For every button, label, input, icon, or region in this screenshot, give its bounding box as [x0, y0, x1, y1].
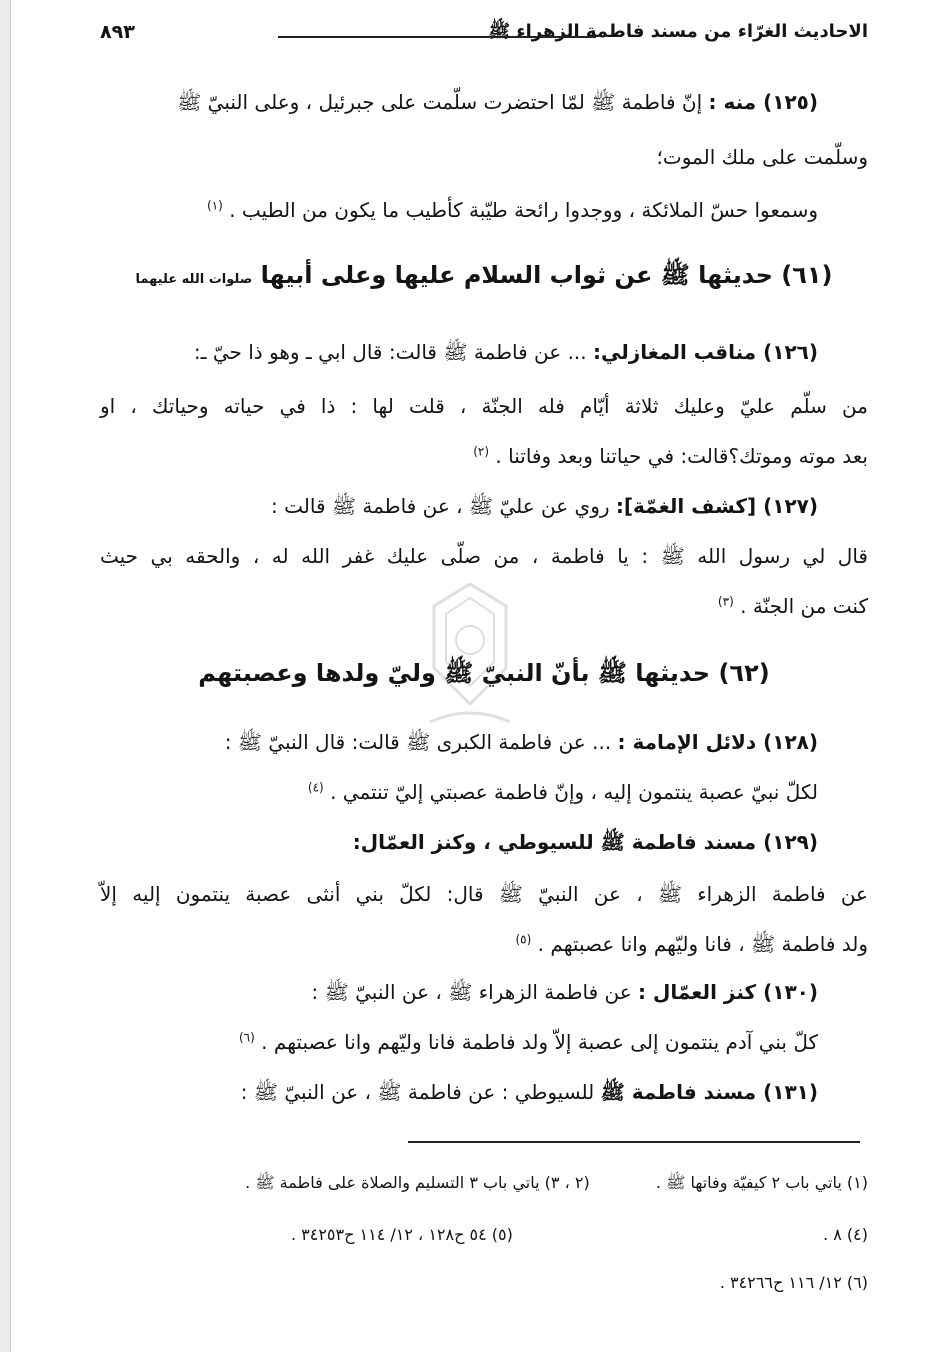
footnote-ref-6: (٦) — [238, 1030, 255, 1045]
hadith-131-source: (١٣١) مسند فاطمة ﷺ — [600, 1080, 818, 1104]
running-title: الاحاديث الغرّاء من مسند فاطمة الزهراء ﷺ — [488, 21, 868, 42]
hadith-128-text: ... عن فاطمة الكبرى ﷺ قالت: قال النبيّ ﷺ : — [224, 730, 612, 754]
hadith-129-line-3 — [100, 924, 868, 964]
footnote-5: (٥) ٥٤ ح١٢٨ ، ١٢/ ١١٤ ح٣٤٢٥٣ . — [290, 1225, 513, 1244]
hadith-129-line-2 — [100, 874, 868, 914]
hadith-127-text: روي عن عليّ ﷺ ، عن فاطمة ﷺ قالت : — [271, 494, 610, 518]
footnote-line-1 — [100, 1166, 868, 1200]
section-62-heading — [100, 650, 868, 696]
footnote-line-3 — [100, 1266, 868, 1300]
footnote-6: (٦) ١٢/ ١١٦ ح٣٤٢٦٦ . — [719, 1273, 868, 1292]
hadith-130-line-1 — [100, 972, 818, 1012]
section-62-title: (٦٢) حديثها ﷺ بأنّ النبيّ ﷺ وليّ ولدها وعصبتهم — [198, 659, 770, 687]
hadith-130-text: عن فاطمة الزهراء ﷺ ، عن النبيّ ﷺ : — [311, 980, 632, 1004]
hadith-127-line-1 — [100, 486, 818, 526]
footnote-2-3: (٢ ، ٣) ياتي باب ٣ التسليم والصلاة على فاطمة ﷺ . — [245, 1173, 590, 1192]
footnote-ref-3: (٣) — [717, 594, 734, 609]
hadith-126-source: (١٢٦) مناقب المغازلي: — [593, 340, 818, 364]
section-61-heading — [100, 252, 868, 298]
footnote-ref-4: (٤) — [307, 780, 324, 795]
hadith-127-text-3: كنت من الجنّة . — [740, 594, 868, 618]
hadith-125-text-2: وسلّمت على ملك الموت؛ — [656, 145, 868, 169]
hadith-129-text: عن فاطمة الزهراء ﷺ ، عن النبيّ ﷺ قال: لكلّ بني أنثى عصبة ينتمون إليه إلاّ — [100, 882, 868, 906]
hadith-130-text-2: كلّ بني آدم ينتمون إلى عصبة إلاّ ولد فاطمة فانا وليّهم وانا عصبتهم . — [261, 1030, 818, 1054]
hadith-128-line-2 — [100, 772, 818, 812]
hadith-125-line-1 — [100, 82, 818, 122]
page-header — [100, 14, 868, 50]
hadith-126-line-3 — [100, 436, 868, 476]
hadith-130-line-2 — [100, 1022, 818, 1062]
hadith-127-source: (١٢٧) [كشف الغمّة]: — [615, 494, 818, 518]
page-gutter — [0, 0, 11, 1352]
hadith-128-source: (١٢٨) دلائل الإمامة : — [617, 730, 818, 754]
hadith-126-text: ... عن فاطمة ﷺ قالت: قال ابي ـ وهو ذا حيّ ـ: — [193, 340, 587, 364]
hadith-131-line-1 — [100, 1072, 818, 1112]
hadith-130-source: (١٣٠) كنز العمّال : — [638, 980, 818, 1004]
hadith-126-line-1 — [100, 332, 818, 372]
footnote-1: (١) ياتي باب ٢ كيفيّة وفاتها ﷺ . — [655, 1173, 868, 1192]
hadith-125-line-3 — [100, 190, 818, 230]
hadith-127-text-2: قال لي رسول الله ﷺ : يا فاطمة ، من صلّى عليك غفر الله له ، والحقه بي حيث — [100, 544, 868, 568]
hadith-128-line-1 — [100, 722, 818, 762]
hadith-131-text: للسيوطي : عن فاطمة ﷺ ، عن النبيّ ﷺ : — [240, 1080, 595, 1104]
hadith-126-line-2 — [100, 386, 868, 426]
hadith-125-text: إنّ فاطمة ﷺ لمّا احتضرت سلّمت على جبرئيل ، وعلى النبيّ ﷺ — [177, 90, 703, 114]
footnote-rule — [408, 1141, 860, 1143]
footnote-ref-5: (٥) — [515, 932, 532, 947]
hadith-127-line-2 — [100, 536, 868, 576]
hadith-125-source: (١٢٥) منه : — [708, 90, 818, 114]
hadith-125-line-2 — [100, 137, 868, 177]
hadith-129-text-2: ولد فاطمة ﷺ ، فانا وليّهم وانا عصبتهم . — [537, 932, 868, 956]
section-61-blessing: صلوات الله عليهما — [135, 272, 253, 287]
hadith-126-text-2: من سلّم عليّ وعليك ثلاثة أيّام فله الجنّة ، قلت لها : ذا في حياته وحياتك ، او — [100, 394, 868, 418]
hadith-125-text-3: وسمعوا حسّ الملائكة ، ووجدوا رائحة طيّبة كأطيب ما يكون من الطيب . — [229, 198, 818, 222]
hadith-129-line-1 — [100, 822, 818, 862]
hadith-129-source: (١٢٩) مسند فاطمة ﷺ للسيوطي ، وكنز العمّال: — [352, 830, 818, 854]
footnote-ref-2: (٢) — [473, 444, 490, 459]
footnote-line-2 — [100, 1218, 868, 1252]
hadith-128-text-2: لكلّ نبيّ عصبة ينتمون إليه ، وإنّ فاطمة عصبتي إليّ تنتمي . — [330, 780, 818, 804]
header-rule — [278, 36, 596, 38]
section-61-title: (٦١) حديثها ﷺ عن ثواب السلام عليها وعلى أبيها — [260, 261, 833, 289]
footnote-4: (٤) ٨ . — [823, 1225, 868, 1244]
footnote-ref-1: (١) — [207, 198, 223, 213]
page-number: ٨٩٣ — [100, 21, 135, 43]
hadith-126-text-3: بعد موته وموتك؟قالت: في حياتنا وبعد وفاتنا . — [495, 444, 868, 468]
